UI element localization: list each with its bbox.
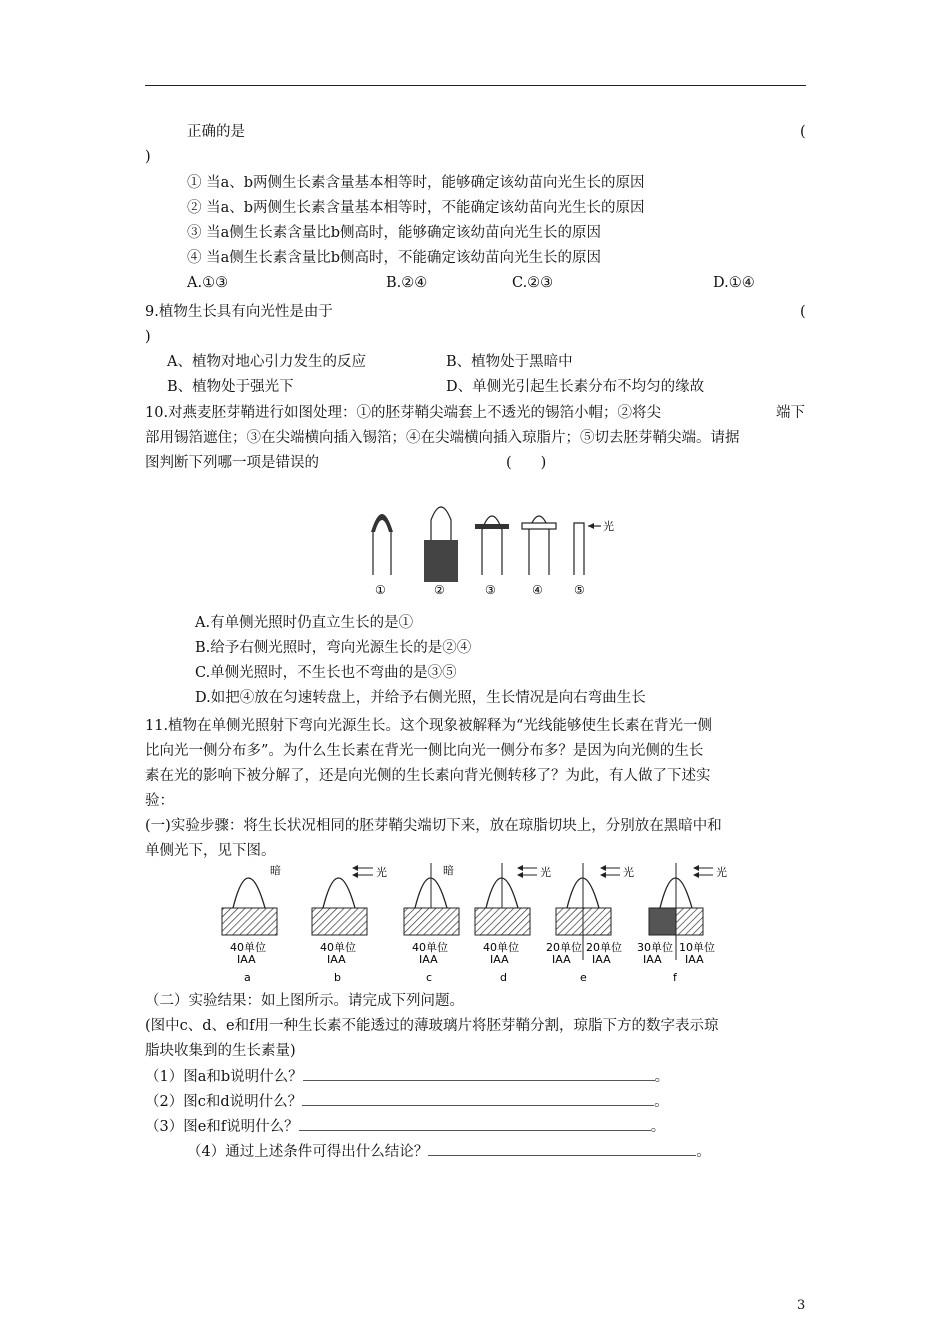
q10-answer-paren: ( ) xyxy=(506,455,547,471)
iaa-label: IAA xyxy=(419,953,438,966)
iaa-label: IAA xyxy=(592,953,611,966)
setup-letter: e xyxy=(580,971,587,984)
iaa-label: IAA xyxy=(490,953,509,966)
q10-option-a: A.有单侧光照时仍直立生长的是① xyxy=(195,615,414,631)
light-label: 光 xyxy=(376,866,387,879)
iaa-label: IAA xyxy=(685,953,704,966)
q11-note: 脂块收集到的生长素量) xyxy=(145,1043,296,1059)
setup-letter: d xyxy=(500,971,507,984)
setup-c xyxy=(404,863,459,984)
setup-a xyxy=(222,863,281,984)
q11-line: 比向光一侧分布多”。为什么生长素在背光一侧比向光一侧分布多？是因为向光侧的生长 xyxy=(145,743,704,759)
q9-paren-left: ( xyxy=(800,304,806,320)
iaa-label: IAA xyxy=(552,953,571,966)
question-text: （2）图c和d说明什么？ xyxy=(145,1094,303,1110)
agar-unit-label: 40单位 xyxy=(412,941,448,954)
agar-unit-label: 40单位 xyxy=(483,941,519,954)
setup-letter: a xyxy=(244,971,251,984)
q11-note: (图中c、d、e和f用一种生长素不能透过的薄玻璃片将胚芽鞘分割，琼脂下方的数字表示琼 xyxy=(145,1018,719,1034)
setup-letter: f xyxy=(673,971,677,984)
q10-line: 10.对燕麦胚芽鞘进行如图处理：①的胚芽鞘尖端套上不透光的锡箔小帽；②将尖 xyxy=(145,405,662,421)
q8-stem: 正确的是 xyxy=(187,124,245,140)
end-mark: 。 xyxy=(650,1119,666,1135)
q9-paren-right: ) xyxy=(145,329,151,345)
light-label: 光 xyxy=(540,866,551,879)
coleoptile-1 xyxy=(371,514,393,575)
agar-unit-label: 40单位 xyxy=(230,941,266,954)
q8-paren-left: ( xyxy=(800,124,806,140)
setup-b xyxy=(312,865,387,984)
figure-label: ④ xyxy=(532,583,543,597)
q11-line: 验： xyxy=(145,793,174,809)
q8-item: ② 当a、b两侧生长素含量基本相等时，不能确定该幼苗向光生长的原因 xyxy=(187,200,645,216)
answer-blank[interactable] xyxy=(299,1116,651,1131)
light-label: 光 xyxy=(603,520,614,533)
q10-option-d: D.如把④放在匀速转盘上，并给予右侧光照，生长情况是向右弯曲生长 xyxy=(195,690,646,706)
q8-option-c: C.②③ xyxy=(512,275,554,291)
q11-line: 11.植物在单侧光照射下弯向光源生长。这个现象被解释为“光线能够使生长素在背光一侧 xyxy=(145,718,712,734)
q8-item: ④ 当a侧生长素含量比b侧高时，不能确定该幼苗向光生长的原因 xyxy=(187,250,602,266)
answer-blank[interactable] xyxy=(303,1066,655,1081)
q9-stem: 9.植物生长具有向光性是由于 xyxy=(145,304,333,320)
coleoptile-3 xyxy=(475,516,509,575)
figure-label: ⑤ xyxy=(574,583,585,597)
iaa-label: IAA xyxy=(327,953,346,966)
end-mark: 。 xyxy=(654,1094,669,1110)
coleoptile-2 xyxy=(424,507,458,582)
q8-option-a: A.①③ xyxy=(187,275,229,291)
q9-option: A、植物对地心引力发生的反应 xyxy=(167,354,366,370)
question-text: （3）图e和f说明什么？ xyxy=(145,1119,299,1135)
q8-item: ① 当a、b两侧生长素含量基本相等时，能够确定该幼苗向光生长的原因 xyxy=(187,175,645,191)
iaa-label: IAA xyxy=(237,953,256,966)
setup-f xyxy=(637,863,727,984)
figure-label: ① xyxy=(375,583,386,597)
q9-option: B、植物处于强光下 xyxy=(167,379,294,395)
setup-d xyxy=(475,863,551,984)
end-mark: 。 xyxy=(654,1069,670,1085)
setup-letter: c xyxy=(426,971,433,984)
question-text: （4）通过上述条件可得出什么结论？ xyxy=(187,1144,429,1160)
q11-step: (一)实验步骤：将生长状况相同的胚芽鞘尖端切下来，放在琼脂切块上，分别放在黑暗中和 xyxy=(145,818,722,834)
setup-e xyxy=(546,863,634,984)
q9-option: D、单侧光引起生长素分布不均匀的缘故 xyxy=(446,379,705,395)
agar-unit-label: 20单位 xyxy=(546,941,582,954)
q11-result: （二）实验结果：如上图所示。请完成下列问题。 xyxy=(145,993,464,1009)
agar-unit-label: 40单位 xyxy=(320,941,356,954)
q10-option-c: C.单侧光照时，不生长也不弯曲的是③⑤ xyxy=(195,665,457,681)
answer-blank[interactable] xyxy=(428,1141,696,1156)
q11-line: 素在光的影响下被分解了，还是向光侧的生长素向背光侧转移了？为此，有人做了下述实 xyxy=(145,768,711,784)
question-text: （1）图a和b说明什么？ xyxy=(145,1069,303,1085)
answer-blank[interactable] xyxy=(302,1091,654,1106)
q9-option: B、植物处于黑暗中 xyxy=(446,354,573,370)
q8-paren-right: ) xyxy=(145,149,151,165)
figure-label: ③ xyxy=(485,583,496,597)
q10-line: 端下 xyxy=(776,405,805,421)
coleoptile-figure xyxy=(355,490,635,605)
q11-question-4 xyxy=(187,1141,711,1162)
setup-letter: b xyxy=(334,971,341,984)
agar-experiment-figure xyxy=(215,860,735,990)
q10-option-b: B.给予右侧光照时，弯向光源生长的是②④ xyxy=(195,640,472,656)
agar-unit-label: 10单位 xyxy=(679,941,715,954)
figure-label: ② xyxy=(434,583,445,597)
q10-line: 图判断下列哪一项是错误的 xyxy=(145,455,319,471)
dark-label: 暗 xyxy=(443,864,454,877)
light-label: 光 xyxy=(716,866,727,879)
q10-line: 部用锡箔遮住；③在尖端横向插入锡箔；④在尖端横向插入琼脂片；⑤切去胚芽鞘尖端。请据 xyxy=(145,430,740,446)
agar-unit-label: 30单位 xyxy=(637,941,673,954)
coleoptile-4 xyxy=(522,516,556,575)
q11-question-3 xyxy=(145,1116,665,1137)
agar-unit-label: 20单位 xyxy=(586,941,622,954)
page-number: 3 xyxy=(797,1298,806,1313)
q11-step: 单侧光下，见下图。 xyxy=(145,843,276,859)
light-label: 光 xyxy=(623,866,634,879)
q11-question-1 xyxy=(145,1066,669,1087)
coleoptile-5 xyxy=(574,519,614,575)
end-mark: 。 xyxy=(696,1144,711,1160)
iaa-label: IAA xyxy=(643,953,662,966)
q8-item: ③ 当a侧生长素含量比b侧高时，能够确定该幼苗向光生长的原因 xyxy=(187,225,602,241)
dark-label: 暗 xyxy=(270,864,281,877)
header-rule xyxy=(145,85,806,86)
q8-option-b: B.②④ xyxy=(386,275,428,291)
q8-option-d: D.①④ xyxy=(713,275,755,291)
q11-question-2 xyxy=(145,1091,669,1112)
